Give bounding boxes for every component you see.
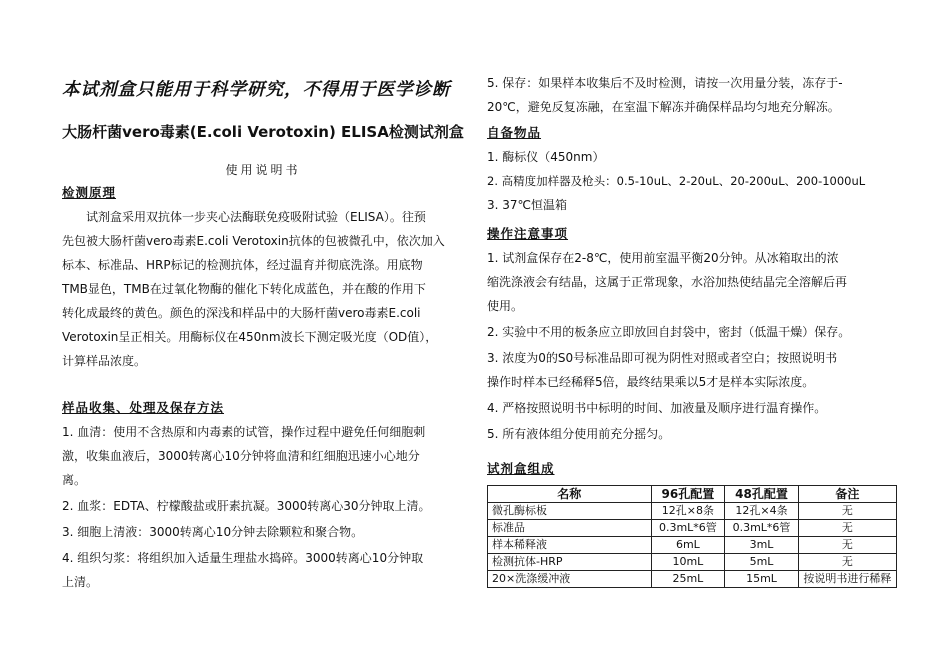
table-cell: 10mL [651, 554, 725, 571]
kit-components-table [487, 485, 897, 588]
kit-components-section [487, 457, 897, 481]
note-line: 2. 实验中不用的板条应立即放回自封袋中，密封（低温干燥）保存。 [487, 325, 851, 339]
table-cell: 样本稀释液 [488, 537, 652, 554]
sample-item-line: 激，收集血液后，3000转离心10分钟将血清和红细胞迅速小心地分 [62, 449, 420, 463]
section-heading: 自备物品 [487, 125, 542, 140]
column-header: 96孔配置 [651, 486, 725, 503]
table-cell: 25mL [651, 571, 725, 588]
equipment-item: 3. 37℃恒温箱 [487, 198, 568, 212]
table-cell: 无 [798, 554, 896, 571]
note-line: 3. 浓度为0的S0号标准品即可视为阴性对照或者空白；按照说明书 [487, 351, 838, 365]
section-heading: 检测原理 [62, 185, 117, 200]
principle-line: Verotoxin呈正相关。用酶标仪在450nm波长下测定吸光度（OD值）， [62, 330, 438, 344]
table-cell: 无 [798, 520, 896, 537]
table-cell: 微孔酶标板 [488, 503, 652, 520]
table-row [488, 554, 897, 571]
notes-section [487, 222, 897, 446]
sample-item-line: 上清。 [62, 575, 99, 589]
table-cell: 0.3mL*6管 [725, 520, 799, 537]
note-line: 使用。 [487, 299, 524, 313]
sample-item-line: 4. 组织匀浆：将组织加入适量生理盐水捣碎。3000转离心10分钟取 [62, 551, 424, 565]
table-cell: 无 [798, 537, 896, 554]
table-row [488, 571, 897, 588]
table-cell: 6mL [651, 537, 725, 554]
storage-line: 5. 保存：如果样本收集后不及时检测，请按一次用量分装，冻存于- [487, 76, 843, 90]
principle-line: 转化成最终的黄色。颜色的深浅和样品中的大肠杆菌vero毒素E.coli [62, 306, 421, 320]
equipment-item: 2. 高精度加样器及枪头：0.5-10uL、2-20uL、20-200uL、200-1000uL [487, 174, 866, 188]
table-cell: 检测抗体-HRP [488, 554, 652, 571]
table-row [488, 537, 897, 554]
equipment-item: 1. 酶标仪（450nm） [487, 150, 605, 164]
sample-item-line: 2. 血浆：EDTA、柠檬酸盐或肝素抗凝。3000转离心30分钟取上清。 [62, 499, 431, 513]
table-cell: 标准品 [488, 520, 652, 537]
table-cell: 3mL [725, 537, 799, 554]
document-subtitle: 使用说明书 [225, 163, 301, 177]
table-cell: 按说明书进行稀释 [798, 571, 896, 588]
sample-section [62, 396, 464, 594]
column-header: 备注 [798, 486, 896, 503]
table-cell: 15mL [725, 571, 799, 588]
principle-line: 先包被大肠杆菌vero毒素E.coli Verotoxin抗体的包被微孔中，依次加入 [62, 234, 445, 248]
column-header: 名称 [488, 486, 652, 503]
note-line: 4. 严格按照说明书中标明的时间、加液量及顺序进行温育操作。 [487, 401, 827, 415]
note-line: 缩洗涤液会有结晶，这属于正常现象，水浴加热使结晶完全溶解后再 [487, 275, 848, 289]
table-header-row [488, 486, 897, 503]
section-heading: 样品收集、处理及保存方法 [62, 400, 225, 415]
table-cell: 无 [798, 503, 896, 520]
table-cell: 20×洗涤缓冲液 [488, 571, 652, 588]
storage-line: 20℃，避免反复冻融，在室温下解冻并确保样品均匀地充分解冻。 [487, 100, 840, 114]
principle-line: TMB显色，TMB在过氧化物酶的催化下转化成蓝色，并在酸的作用下 [62, 282, 426, 296]
principle-line: 试剂盒采用双抗体一步夹心法酶联免疫吸附试验（ELISA）。往预 [86, 210, 426, 224]
section-heading: 操作注意事项 [487, 226, 569, 241]
note-line: 5. 所有液体组分使用前充分摇匀。 [487, 427, 671, 441]
principle-line: 标本、标准品、HRP标记的检测抗体，经过温育并彻底洗涤。用底物 [62, 258, 423, 272]
table-cell: 12孔×4条 [725, 503, 799, 520]
document-title: 大肠杆菌vero毒素(E.coli Verotoxin) ELISA检测试剂盒 [62, 123, 464, 141]
table-cell: 5mL [725, 554, 799, 571]
principle-line: 计算样品浓度。 [62, 354, 147, 368]
equipment-section [487, 121, 897, 217]
table-row [488, 520, 897, 537]
note-line: 1. 试剂盒保存在2-8℃，使用前室温平衡20分钟。从冰箱取出的浓 [487, 251, 839, 265]
note-line: 操作时样本已经稀释5倍，最终结果乘以5才是样本实际浓度。 [487, 375, 815, 389]
table-cell: 12孔×8条 [651, 503, 725, 520]
sample-item-line: 1. 血清：使用不含热原和内毒素的试管，操作过程中避免任何细胞刺 [62, 425, 426, 439]
table-row [488, 503, 897, 520]
storage-section [487, 71, 897, 119]
sample-item-line: 3. 细胞上清液：3000转离心10分钟去除颗粒和聚合物。 [62, 525, 364, 539]
table-cell: 0.3mL*6管 [651, 520, 725, 537]
sample-item-line: 离。 [62, 473, 87, 487]
section-heading: 试剂盒组成 [487, 461, 555, 476]
column-header: 48孔配置 [725, 486, 799, 503]
research-use-disclaimer: 本试剂盒只能用于科学研究，不得用于医学诊断 [62, 80, 451, 100]
principle-section [62, 181, 464, 373]
